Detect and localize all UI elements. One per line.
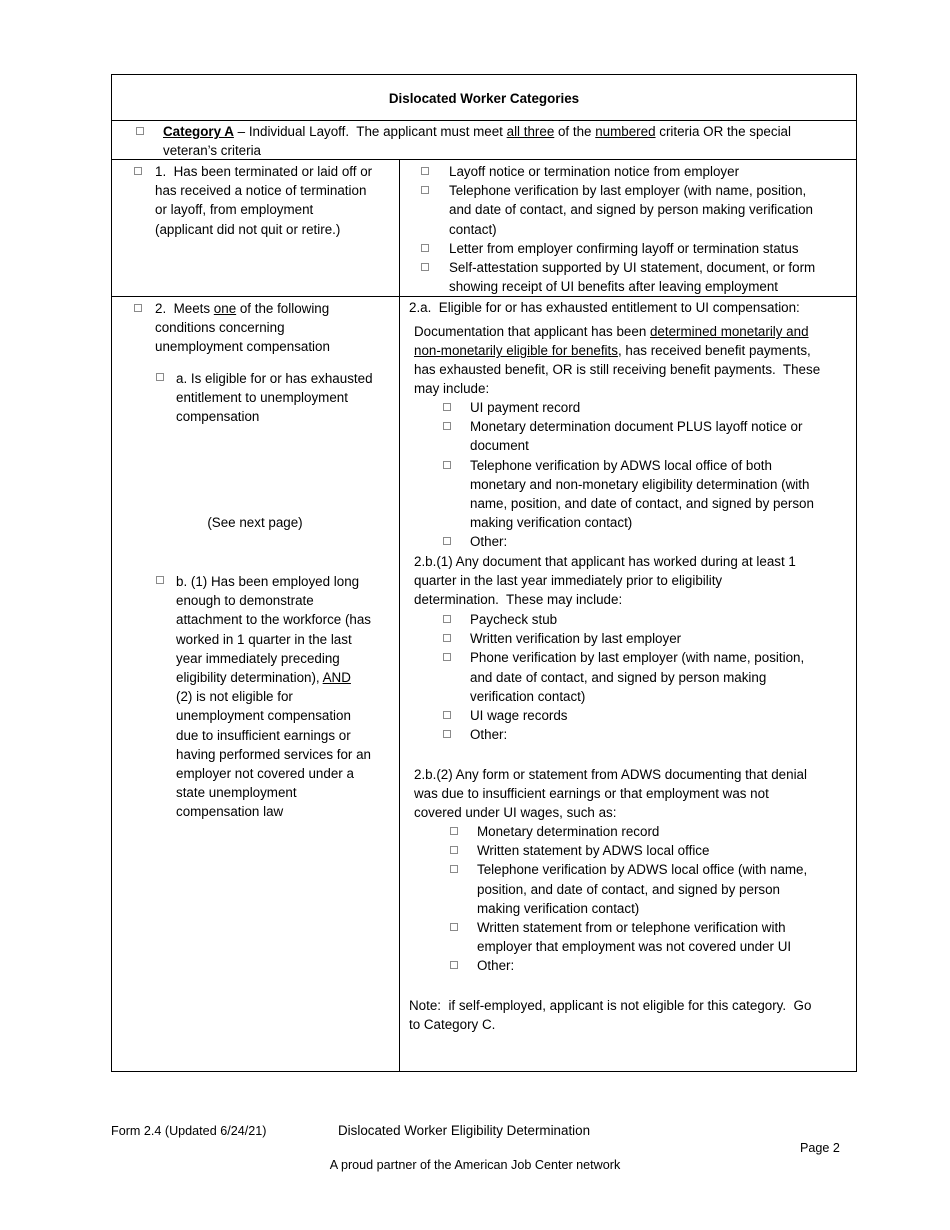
section-2a-heading: 2.a. Eligible for or has exhausted entitlement to UI compensation: — [409, 300, 800, 315]
evidence-item: monetary and non-monetary eligibility determination (with — [470, 476, 810, 492]
criterion-2-checkbox[interactable] — [134, 304, 142, 312]
document-item-checkbox[interactable] — [421, 263, 429, 271]
evidence-item: employer that employment was not covered under UI — [477, 939, 792, 955]
criterion-2a-line: a. Is eligible for or has exhausted — [176, 371, 373, 386]
criterion-1-line: 1. Has been terminated or laid off or — [155, 164, 373, 179]
document-item: contact) — [449, 221, 497, 237]
criterion-2b-line: year immediately preceding — [176, 650, 340, 666]
evidence-item: position, and date of contact, and signed by person — [477, 881, 780, 897]
criterion-2b-line: (2) is not eligible for — [176, 689, 293, 705]
evidence-item: UI payment record — [470, 400, 581, 415]
evidence-item-checkbox[interactable] — [450, 827, 458, 835]
section-2a-line: may include: — [414, 381, 490, 397]
criterion-2a-line: entitlement to unemployment — [176, 390, 348, 406]
evidence-item-checkbox[interactable] — [443, 634, 451, 642]
evidence-item: making verification contact) — [477, 900, 640, 916]
criterion-1-line: (applicant did not quit or retire.) — [155, 221, 341, 237]
criterion-2-line: unemployment compensation — [155, 339, 330, 355]
document-item: Self-attestation supported by UI statement, document, or form — [449, 260, 816, 275]
criterion-2b-and-line: eligibility determination), AND — [176, 670, 351, 685]
page-number: Page 2 — [800, 1141, 840, 1155]
evidence-item-checkbox[interactable] — [443, 537, 451, 545]
document-item-checkbox[interactable] — [421, 244, 429, 252]
category-a-text: Category A – Individual Layoff. The applicant must meet all three of the numbered criteria OR the special — [163, 124, 791, 139]
section-2a-documentation: Documentation that applicant has been determined monetarily and — [414, 324, 809, 339]
category-a-text-line2: veteran’s criteria — [163, 143, 261, 158]
form-number: Form 2.4 (Updated 6/24/21) — [111, 1124, 267, 1138]
document-item: Letter from employer confirming layoff or termination status — [449, 240, 799, 256]
evidence-item: Written statement from or telephone verification with — [477, 920, 786, 935]
section-2a-line: has exhausted benefit, OR is still receiving benefit payments. These — [414, 362, 821, 377]
evidence-item: Other: — [470, 727, 508, 743]
column-divider — [399, 159, 400, 1072]
evidence-item: and date of contact, and signed by person making — [470, 669, 767, 685]
evidence-item: Monetary determination record — [477, 824, 660, 839]
section-2b1-line: determination. These may include: — [414, 592, 623, 608]
note-line: to Category C. — [409, 1017, 496, 1033]
document-item: showing receipt of UI benefits after leaving employment — [449, 279, 778, 295]
evidence-item-checkbox[interactable] — [450, 923, 458, 931]
document-item-checkbox[interactable] — [421, 167, 429, 175]
footer-document-title: Dislocated Worker Eligibility Determination — [338, 1123, 591, 1138]
note-line: Note: if self-employed, applicant is not eligible for this category. Go — [409, 998, 812, 1013]
evidence-item: verification contact) — [470, 688, 586, 704]
evidence-item-checkbox[interactable] — [443, 615, 451, 623]
evidence-item: UI wage records — [470, 708, 568, 723]
criterion-1-checkbox[interactable] — [134, 167, 142, 175]
category-a-checkbox[interactable] — [136, 127, 144, 135]
criterion-2b-line: attachment to the workforce (has — [176, 612, 372, 628]
document-item: and date of contact, and signed by person making verification — [449, 202, 814, 218]
evidence-item: name, position, and date of contact, and signed by person — [470, 496, 814, 511]
criterion-2a-line: compensation — [176, 409, 260, 425]
evidence-item-checkbox[interactable] — [443, 711, 451, 719]
criterion-2a-checkbox[interactable] — [156, 373, 164, 381]
criterion-2-heading: 2. Meets one of the following — [155, 301, 330, 316]
evidence-item-checkbox[interactable] — [450, 865, 458, 873]
table-rule — [111, 120, 857, 121]
evidence-item-checkbox[interactable] — [443, 653, 451, 661]
criterion-2-line: conditions concerning — [155, 320, 285, 335]
evidence-item-checkbox[interactable] — [450, 961, 458, 969]
section-2b2-line: was due to insufficient earnings or that employment was not — [414, 786, 769, 802]
criterion-2b-line: worked in 1 quarter in the last — [176, 631, 352, 647]
evidence-item: Paycheck stub — [470, 612, 558, 627]
evidence-item-checkbox[interactable] — [443, 730, 451, 738]
evidence-item: Other: — [470, 534, 508, 550]
evidence-item-checkbox[interactable] — [443, 403, 451, 411]
criterion-2b-line: unemployment compensation — [176, 708, 351, 724]
section-2a-documentation-line2: non-monetarily eligible for benefits, has received benefit payments, — [414, 343, 811, 358]
criterion-2b-line: employer not covered under a — [176, 766, 354, 781]
evidence-item: Monetary determination document PLUS layoff notice or — [470, 419, 803, 435]
evidence-item: Written statement by ADWS local office — [477, 843, 710, 859]
section-2b1-line: quarter in the last year immediately prior to eligibility — [414, 573, 723, 589]
evidence-item: Other: — [477, 958, 515, 974]
document-item-checkbox[interactable] — [421, 186, 429, 194]
document-item: Layoff notice or termination notice from employer — [449, 164, 740, 179]
evidence-item: Written verification by last employer — [470, 631, 682, 647]
criterion-2b-line: state unemployment — [176, 785, 297, 801]
partner-tagline: A proud partner of the American Job Center network — [329, 1158, 621, 1172]
section-2b2-line: 2.b.(2) Any form or statement from ADWS documenting that denial — [414, 767, 807, 782]
criterion-2b-line: compensation law — [176, 804, 284, 820]
criterion-2b-checkbox[interactable] — [156, 576, 164, 584]
criterion-2b-line: b. (1) Has been employed long — [176, 574, 360, 589]
document-item: Telephone verification by last employer (with name, position, — [449, 183, 807, 199]
criterion-1-line: has received a notice of termination — [155, 183, 367, 199]
evidence-item: document — [470, 438, 529, 454]
section-2b2-line: covered under UI wages, such as: — [414, 805, 617, 821]
criterion-2b-line: having performed services for an — [176, 746, 372, 762]
evidence-item-checkbox[interactable] — [443, 422, 451, 430]
evidence-item: Telephone verification by ADWS local office of both — [470, 457, 772, 473]
evidence-item: making verification contact) — [470, 515, 633, 531]
evidence-item: Telephone verification by ADWS local office (with name, — [477, 862, 808, 878]
criterion-1-line: or layoff, from employment — [155, 202, 314, 218]
criterion-2b-line: enough to demonstrate — [176, 593, 314, 609]
table-title: Dislocated Worker Categories — [388, 91, 580, 106]
evidence-item: Phone verification by last employer (with name, position, — [470, 650, 805, 666]
section-2b1-line: 2.b.(1) Any document that applicant has worked during at least 1 — [414, 554, 796, 569]
criterion-2b-line: due to insufficient earnings or — [176, 727, 351, 743]
evidence-item-checkbox[interactable] — [450, 846, 458, 854]
evidence-item-checkbox[interactable] — [443, 461, 451, 469]
see-next-page: (See next page) — [207, 515, 303, 530]
